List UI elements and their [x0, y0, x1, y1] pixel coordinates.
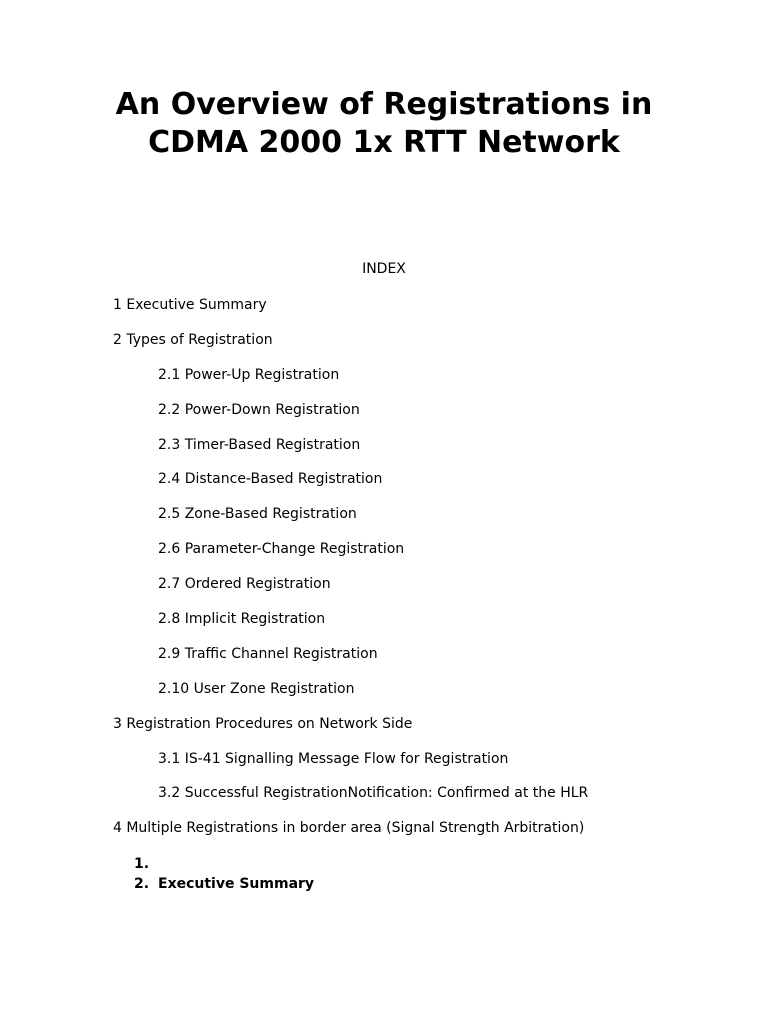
toc-entry: 3 Registration Procedures on Network Side [113, 715, 413, 732]
toc-entry: 2.8 Implicit Registration [158, 611, 326, 628]
toc-entry: 2.10 User Zone Registration [158, 680, 355, 697]
index-heading: INDEX [362, 261, 406, 277]
numbered-heading-number: 2. [134, 876, 150, 892]
numbered-headings [0, 854, 768, 894]
toc-entry: 3.2 Successful RegistrationNotification: Confirmed at the HLR [158, 785, 589, 802]
document-title-line-1: An Overview of Registrations in [115, 87, 653, 122]
toc-entry: 2 Types of Registration [113, 331, 273, 348]
toc-entry: 2.6 Parameter-Change Registration [158, 541, 405, 558]
toc-entry: 1 Executive Summary [113, 297, 267, 313]
numbered-heading-number: 1. [134, 856, 150, 872]
numbered-heading-text: Executive Summary [158, 876, 315, 892]
toc-entry: 2.9 Traffic Channel Registration [158, 645, 378, 662]
document-title-line-2: CDMA 2000 1x RTT Network [148, 125, 620, 160]
toc-entry: 4 Multiple Registrations in border area (Signal Strength Arbitration) [113, 820, 585, 837]
numbered-heading [0, 854, 768, 874]
toc-entry: 2.4 Distance-Based Registration [158, 471, 383, 488]
toc-entry: 2.5 Zone-Based Registration [158, 506, 357, 523]
toc-entry: 2.7 Ordered Registration [158, 576, 331, 593]
toc-entry: 3.1 IS-41 Signalling Message Flow for Registration [158, 750, 509, 767]
toc-entry: 2.2 Power-Down Registration [158, 401, 360, 418]
document-title [0, 86, 768, 162]
numbered-heading [0, 874, 768, 894]
table-of-contents [0, 295, 768, 853]
toc-entry: 2.3 Timer-Based Registration [158, 436, 361, 453]
toc-entry: 2.1 Power-Up Registration [158, 366, 340, 383]
